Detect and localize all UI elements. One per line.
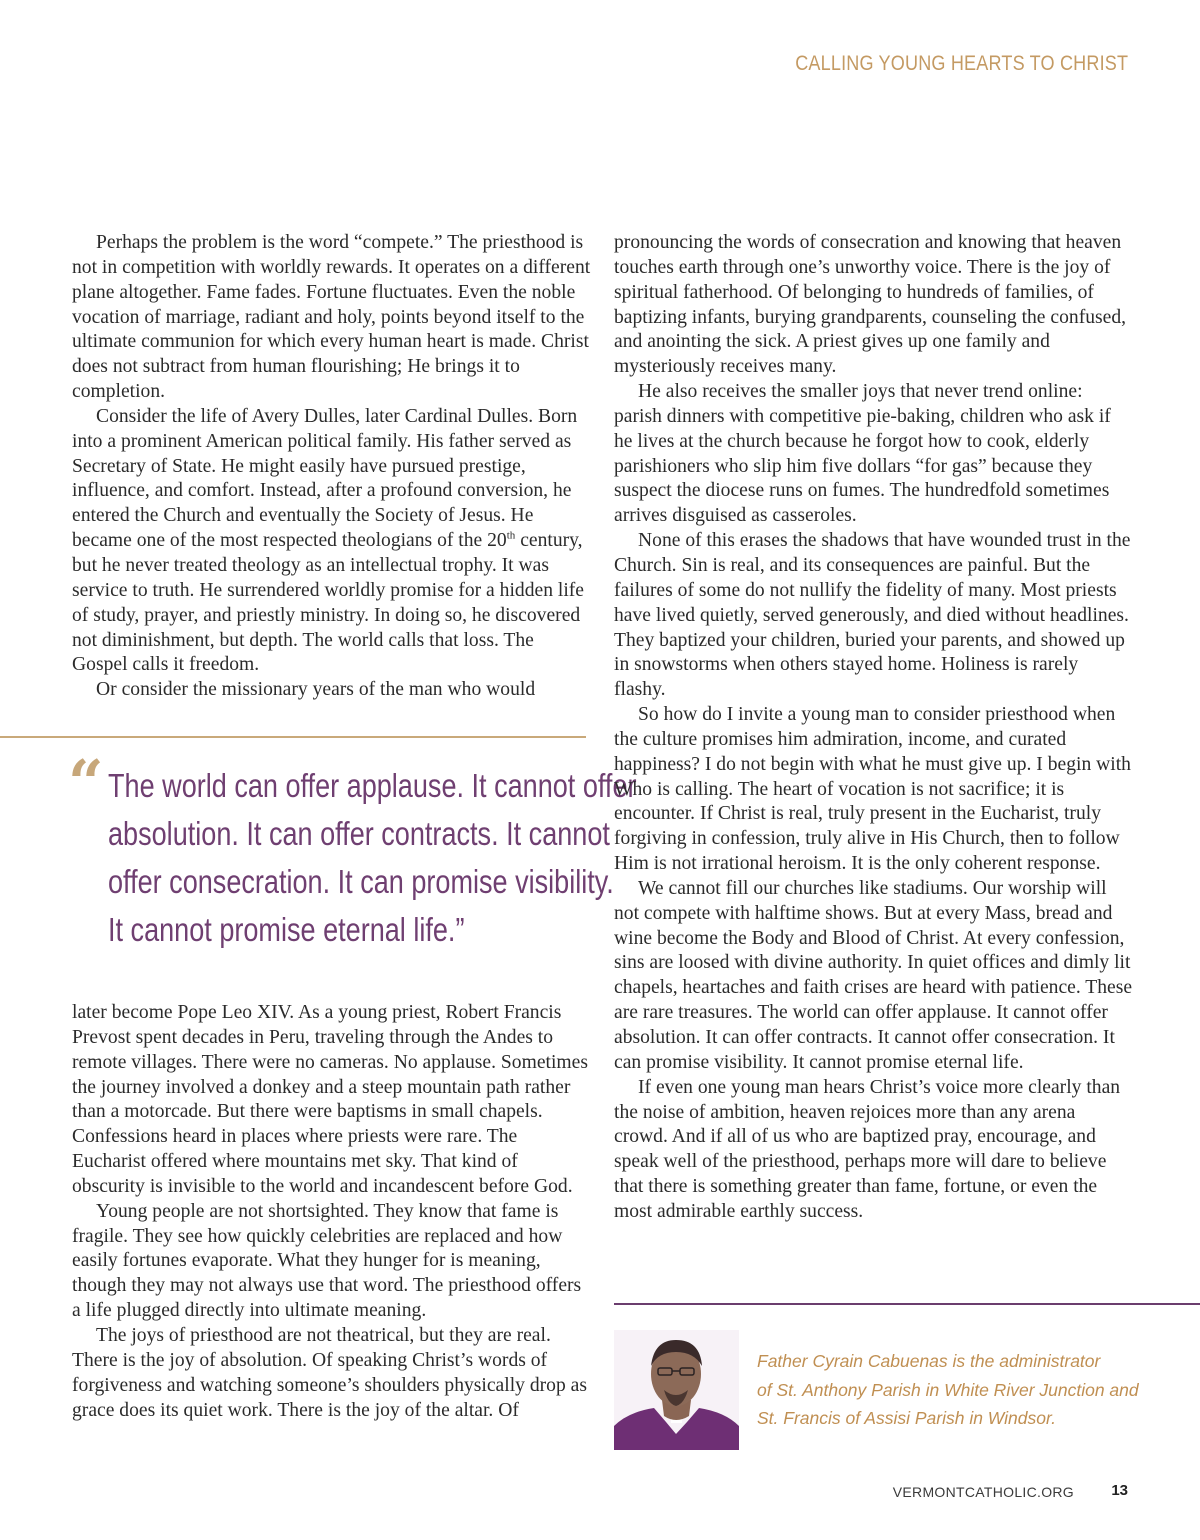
bio-line: of St. Anthony Parish in White River Junction and — [757, 1379, 1139, 1400]
paragraph: Perhaps the problem is the word “compete.” The priesthood is not in competition with worldly rewards. It operates on a different plane altogether. Fame fades. Fortune fluctuates. Even the noble vocation of marriage, radiant and holy, points beyond itself to the ultimate communion for which every human heart is made. Christ does not subtract from human flourishing; He brings it to completion. — [72, 232, 591, 403]
paragraph — [72, 405, 592, 678]
left-column-top — [72, 231, 592, 703]
paragraph: We cannot fill our churches like stadiums. Our worship will not compete with halftime shows. But at every Mass, bread and wine become the Body and Blood of Christ. At every confession, sins are loosed with divine authority. In quiet offices and dimly lit chapels, heartaches and faith crises are heard with patience. These are rare treasures. The world can offer applause. It cannot offer absolution. It can offer contracts. It cannot offer consecration. It can promise visibility. It cannot promise eternal life. — [614, 877, 1133, 1073]
footer-website: VERMONTCATHOLIC.ORG — [892, 1484, 1074, 1500]
paragraph: He also receives the smaller joys that never trend online: parish dinners with competitive pie-baking, children who ask if he lives at the church because he forgot how to cook, elderly parishioners who slip him five dollars “for gas” because they suspect the diocese runs on fumes. The hundredfold sometimes arrives disguised as casseroles. — [614, 381, 1111, 527]
paragraph: If even one young man hears Christ’s voice more clearly than the noise of ambition, heaven rejoices more than any arena crowd. And if all of us who are baptized pray, encourage, and speak well of the priesthood, perhaps more will dare to believe that there is something greater than fame, fortune, or even the most admirable earthly success. — [614, 1076, 1121, 1222]
pull-quote-line: It cannot promise eternal life.” — [108, 911, 465, 948]
paragraph: Young people are not shortsighted. They know that fame is fragile. They see how quickly celebrities are replaced and how easily fortunes evaporate. What they hunger for is meaning, though they may not always use that word. The priesthood offers a life plugged directly into ultimate meaning. — [72, 1200, 582, 1322]
paragraph: pronouncing the words of consecration and knowing that heaven touches earth through one’s unworthy voice. There is the joy of spiritual fatherhood. Of belonging to hundreds of families, of baptizing infants, burying grandparents, counseling the confused, and anointing the sick. A priest gives up one family and mysteriously receives many. — [614, 232, 1127, 378]
bio-line: St. Francis of Assisi Parish in Windsor. — [757, 1408, 1057, 1428]
bio-line: Father Cyrain Cabuenas is the administrator — [757, 1351, 1101, 1371]
paragraph: The joys of priesthood are not theatrical, but they are real. There is the joy of absolution. Of speaking Christ’s words of forgiveness and watching someone’s shoulders physically drop as grace does its quiet work. There is the joy of the altar. Of — [72, 1324, 587, 1421]
pull-quote — [108, 762, 637, 954]
bio-divider — [614, 1303, 1200, 1305]
paragraph-text: Consider the life of Avery Dulles, later Cardinal Dulles. Born into a prominent American political family. His father served as Secretary of State. He might easily have pursued prestige, influence, and comfort. Instead, after a profound conversion, he entered the Church and eventually the Society of Jesus. He became one of the most respected theologians of the 20 — [72, 405, 578, 552]
pull-quote-line: absolution. It can offer contracts. It cannot — [108, 815, 610, 852]
pullquote-divider — [0, 736, 586, 738]
paragraph: later become Pope Leo XIV. As a young priest, Robert Francis Prevost spent decades in Peru, traveling through the Andes to remote villages. There were no cameras. No applause. Sometimes the journey involved a donkey and a steep mountain path rather than a motorcade. But there were baptisms in small chapels. Confessions heard in places where priests were rare. The Eucharist offered where mountains met sky. That kind of obscurity is invisible to the world and incandescent before God. — [72, 1002, 588, 1197]
paragraph: None of this erases the shadows that have wounded trust in the Church. Sin is real, and its consequences are painful. But the failures of some do not nullify the fidelity of many. Most priests have lived quietly, served generously, and died without headlines. They baptized your children, buried your parents, and showed up in snowstorms when others stayed home. Holiness is rarely flashy. — [614, 530, 1131, 701]
author-portrait-icon — [614, 1330, 739, 1450]
pull-quote-line: offer consecration. It can promise visibility. — [108, 863, 614, 900]
paragraph: So how do I invite a young man to consider priesthood when the culture promises him admiration, income, and curated happiness? I do not begin with what he must give up. I begin with Who is calling. The heart of vocation is not sacrifice; it is encounter. If Christ is real, truly present in the Eucharist, truly forgiving in confession, truly alive in His Church, then to follow Him is not irrational heroism. It is the only coherent response. — [614, 704, 1131, 875]
right-column — [614, 231, 1134, 1225]
quote-mark-icon: “ — [68, 746, 104, 819]
left-column-bottom — [72, 1001, 592, 1423]
paragraph-text: century, but he never treated theology as an intellectual trophy. It was service to truth. He surrendered worldly promise for a hidden life of study, prayer, and priestly ministry. In doing so, he discovered not diminishment, but depth. The world calls that loss. The Gospel calls it freedom. — [72, 530, 584, 676]
author-bio — [757, 1347, 1157, 1433]
page-number: 13 — [1111, 1482, 1128, 1499]
pull-quote-line: The world can offer applause. It cannot offer — [108, 767, 637, 804]
author-photo — [614, 1330, 739, 1450]
running-header: CALLING YOUNG HEARTS TO CHRIST — [795, 52, 1128, 75]
paragraph: Or consider the missionary years of the man who would — [96, 679, 536, 701]
superscript: th — [506, 529, 516, 542]
